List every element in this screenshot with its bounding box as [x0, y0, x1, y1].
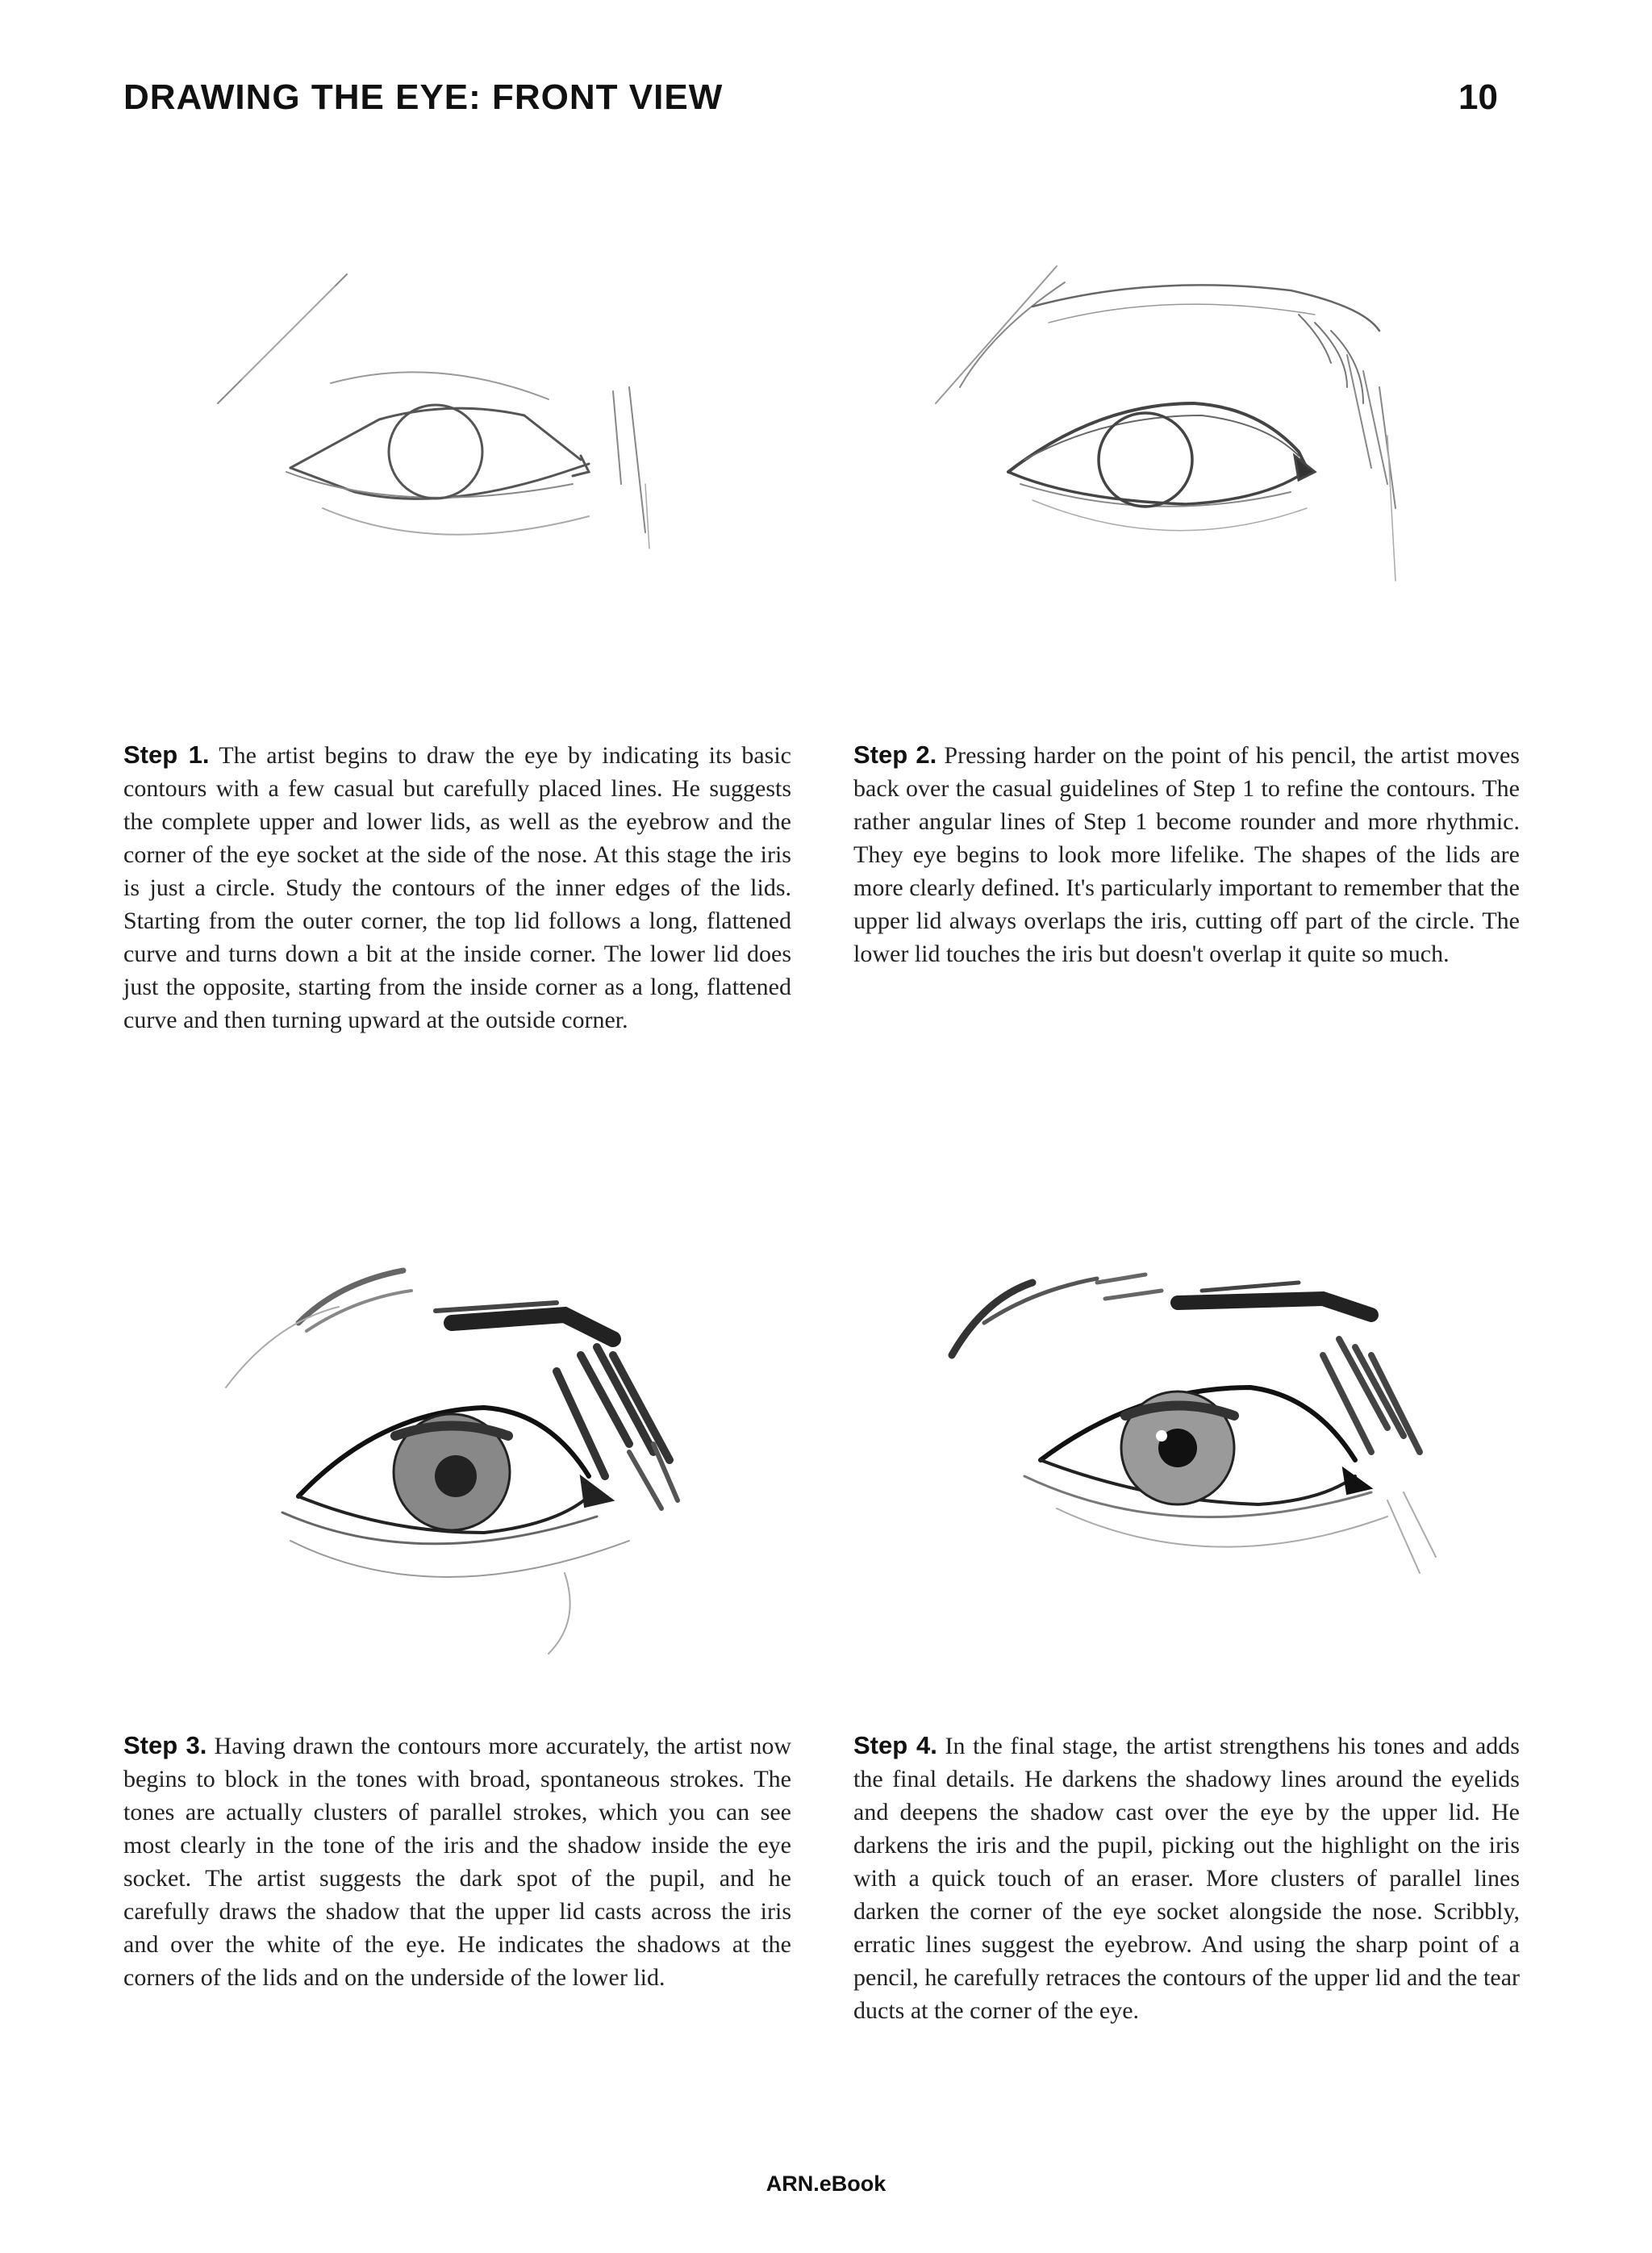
eye-sketch-step-1: [194, 242, 694, 581]
page-title: DRAWING THE EYE: FRONT VIEW: [123, 77, 724, 117]
step-1-text: The artist begins to draw the eye by indicating its basic contours with a few casual but carefully placed lines. He suggests the complete upper and lower lids, as well as the eyebrow and the corner of the eye socket at the side of the nose. At this stage the iris is just a circle. Study the contours of the inner edges of the lids. Starting from the outer corner, the top lid follows a long, flattened curve and turns down a bit at the inside corner. The lower lid does just the opposite, starting from the inside corner as a long, flattened curve and then turning upward at the outside corner.: [123, 742, 791, 1033]
step-1-description: [123, 738, 791, 1037]
step-4-text: In the final stage, the artist strengthens his tones and adds the final details. He darkens the shadowy lines around the eyelids and deepens the shadow cast over the eye by the upper lid. He darkens the iris and the pupil, picking out the highlight on the iris with a quick touch of an eraser. More clusters of parallel lines darken the corner of the eye socket alongside the nose. Scribbly, erratic lines suggest the eyebrow. And using the sharp point of a pencil, he carefully retraces the contours of the upper lid and the tear ducts at the corner of the eye.: [853, 1733, 1520, 2024]
eye-sketch-step-4: [936, 1234, 1452, 1638]
step-3-label: Step 3.: [123, 1731, 207, 1759]
footer-credit: ARN.eBook: [766, 2172, 886, 2196]
step-3-text: Having drawn the contours more accurately, the artist now begins to block in the tones with broad, spontaneous strokes. The tones are actually clusters of parallel strokes, which you can see most clearly in the tone of the iris and the shadow inside the eye socket. The artist suggests the dark spot of the pupil, and he carefully draws the shadow that the upper lid casts across the iris and over the white of the eye. He indicates the shadows at the corners of the lids and on the underside of the lower lid.: [123, 1733, 792, 1991]
step-4-label: Step 4.: [853, 1731, 937, 1759]
eye-sketch-step-2: [912, 242, 1428, 613]
step-2-label: Step 2.: [853, 741, 937, 769]
eye-sketch-step-3: [177, 1234, 726, 1670]
step-3-description: [123, 1729, 791, 1994]
step-4-description: [853, 1729, 1520, 2027]
step-2-text: Pressing harder on the point of his pencil, the artist moves back over the casual guidelines of Step 1 to refine the contours. The rather angular lines of Step 1 become rounder and more rhythmic. They eye begins to look more lifelike. The shapes of the lids are more clearly defined. It's particularly important to remember that the upper lid always overlaps the iris, cutting off part of the circle. The lower lid touches the iris but doesn't overlap it quite so much.: [853, 742, 1520, 967]
step-2-description: [853, 738, 1520, 970]
page-number: 10: [1458, 77, 1498, 117]
step-1-label: Step 1.: [123, 741, 210, 769]
